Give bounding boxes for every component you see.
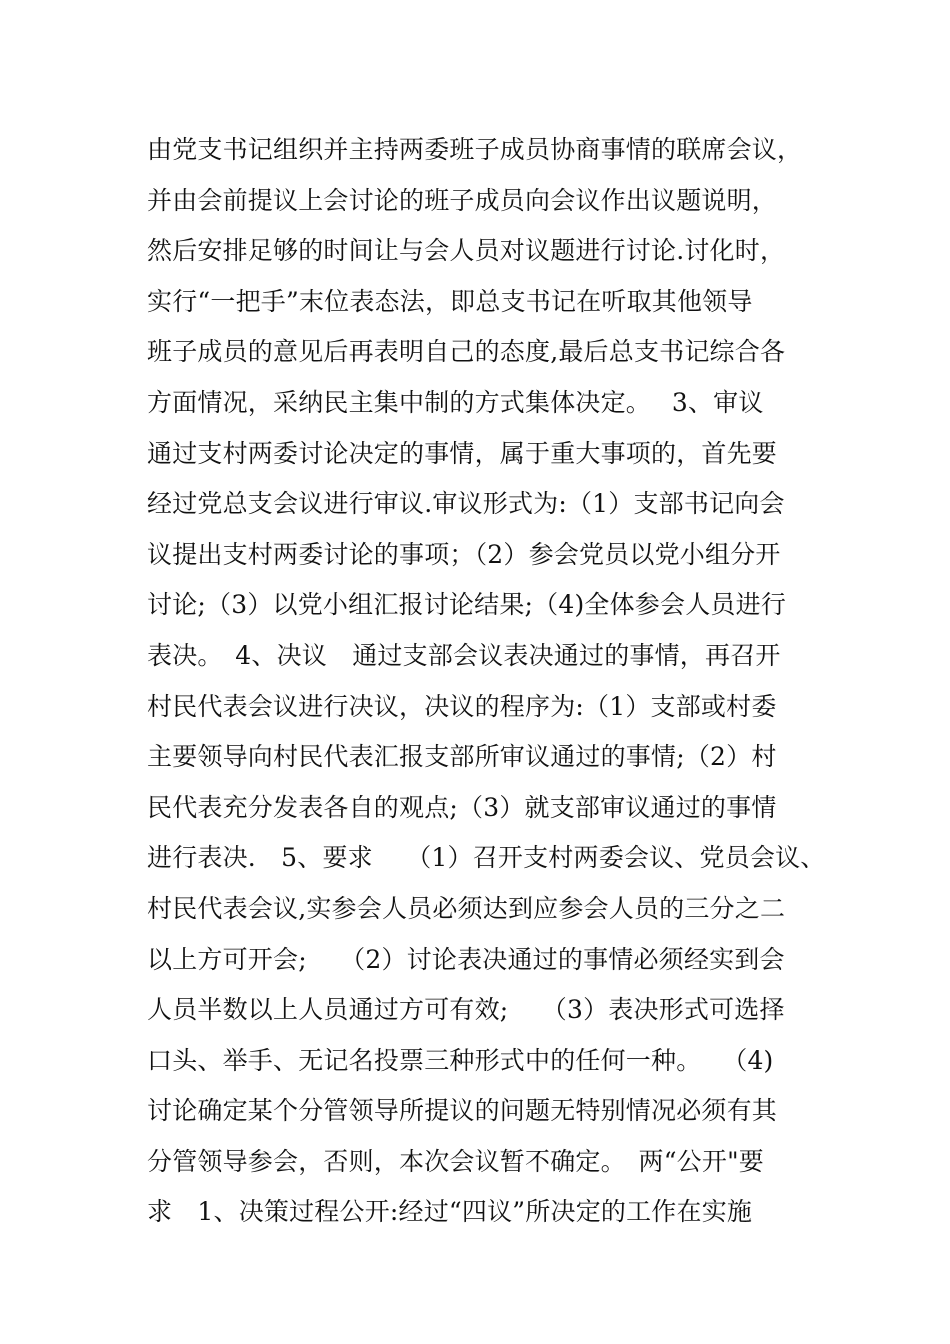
text-line: 分管领导参会，否则，本次会议暂不确定。 两“公开"要 [147, 1146, 764, 1176]
text-line: 班子成员的意见后再表明自己的态度,最后总支书记综合各 [147, 337, 786, 367]
text-line: 主要领导向村民代表汇报支部所审议通过的事情;（2）村 [147, 742, 777, 772]
text-line: 然后安排足够的时间让与会人员对议题进行讨论.讨化时， [147, 236, 786, 266]
text-line: 表决。 4、决议 通过支部会议表决通过的事情，再召开 [147, 640, 781, 670]
text-line: 求 1、决策过程公开:经过“四议”所决定的工作在实施 [147, 1197, 753, 1227]
text-line: 民代表充分发表各自的观点;（3）就支部审议通过的事情 [147, 792, 777, 822]
text-line: 方面情况，采纳民主集中制的方式集体决定。 3、审议 [147, 387, 764, 417]
text-line: 经过党总支会议进行审议.审议形式为:（1）支部书记向会 [147, 489, 785, 519]
body-text [147, 125, 847, 1238]
text-line: 讨论;（3）以党小组汇报讨论结果;（4)全体参会人员进行 [147, 590, 787, 620]
text-line: 村民代表会议,实参会人员必须达到应参会人员的三分之二 [147, 893, 786, 923]
text-line: 实行“一把手”末位表态法，即总支书记在听取其他领导 [147, 286, 753, 316]
text-line: 讨论确定某个分管领导所提议的问题无特别情况必须有其 [147, 1096, 778, 1126]
text-line: 进行表决. 5、要求 （1）召开支村两委会议、党员会议、 [147, 843, 826, 873]
text-line: 通过支村两委讨论决定的事情，属于重大事项的，首先要 [147, 438, 778, 468]
text-line: 口头、举手、无记名投票三种形式中的任何一种。 （4) [147, 1045, 774, 1075]
text-line: 由党支书记组织并主持两委班子成员协商事情的联席会议， [147, 135, 803, 164]
text-line: 并由会前提议上会讨论的班子成员向会议作出议题说明， [147, 185, 778, 215]
text-line: 议提出支村两委讨论的事项；（2）参会党员以党小组分开 [147, 539, 781, 569]
text-line: 以上方可开会; （2）讨论表决通过的事情必须经实到会 [147, 944, 785, 974]
text-line: 人员半数以上人员通过方可有效; （3）表决形式可选择 [147, 995, 785, 1025]
text-line: 村民代表会议进行决议，决议的程序为:（1）支部或村委 [147, 691, 777, 721]
